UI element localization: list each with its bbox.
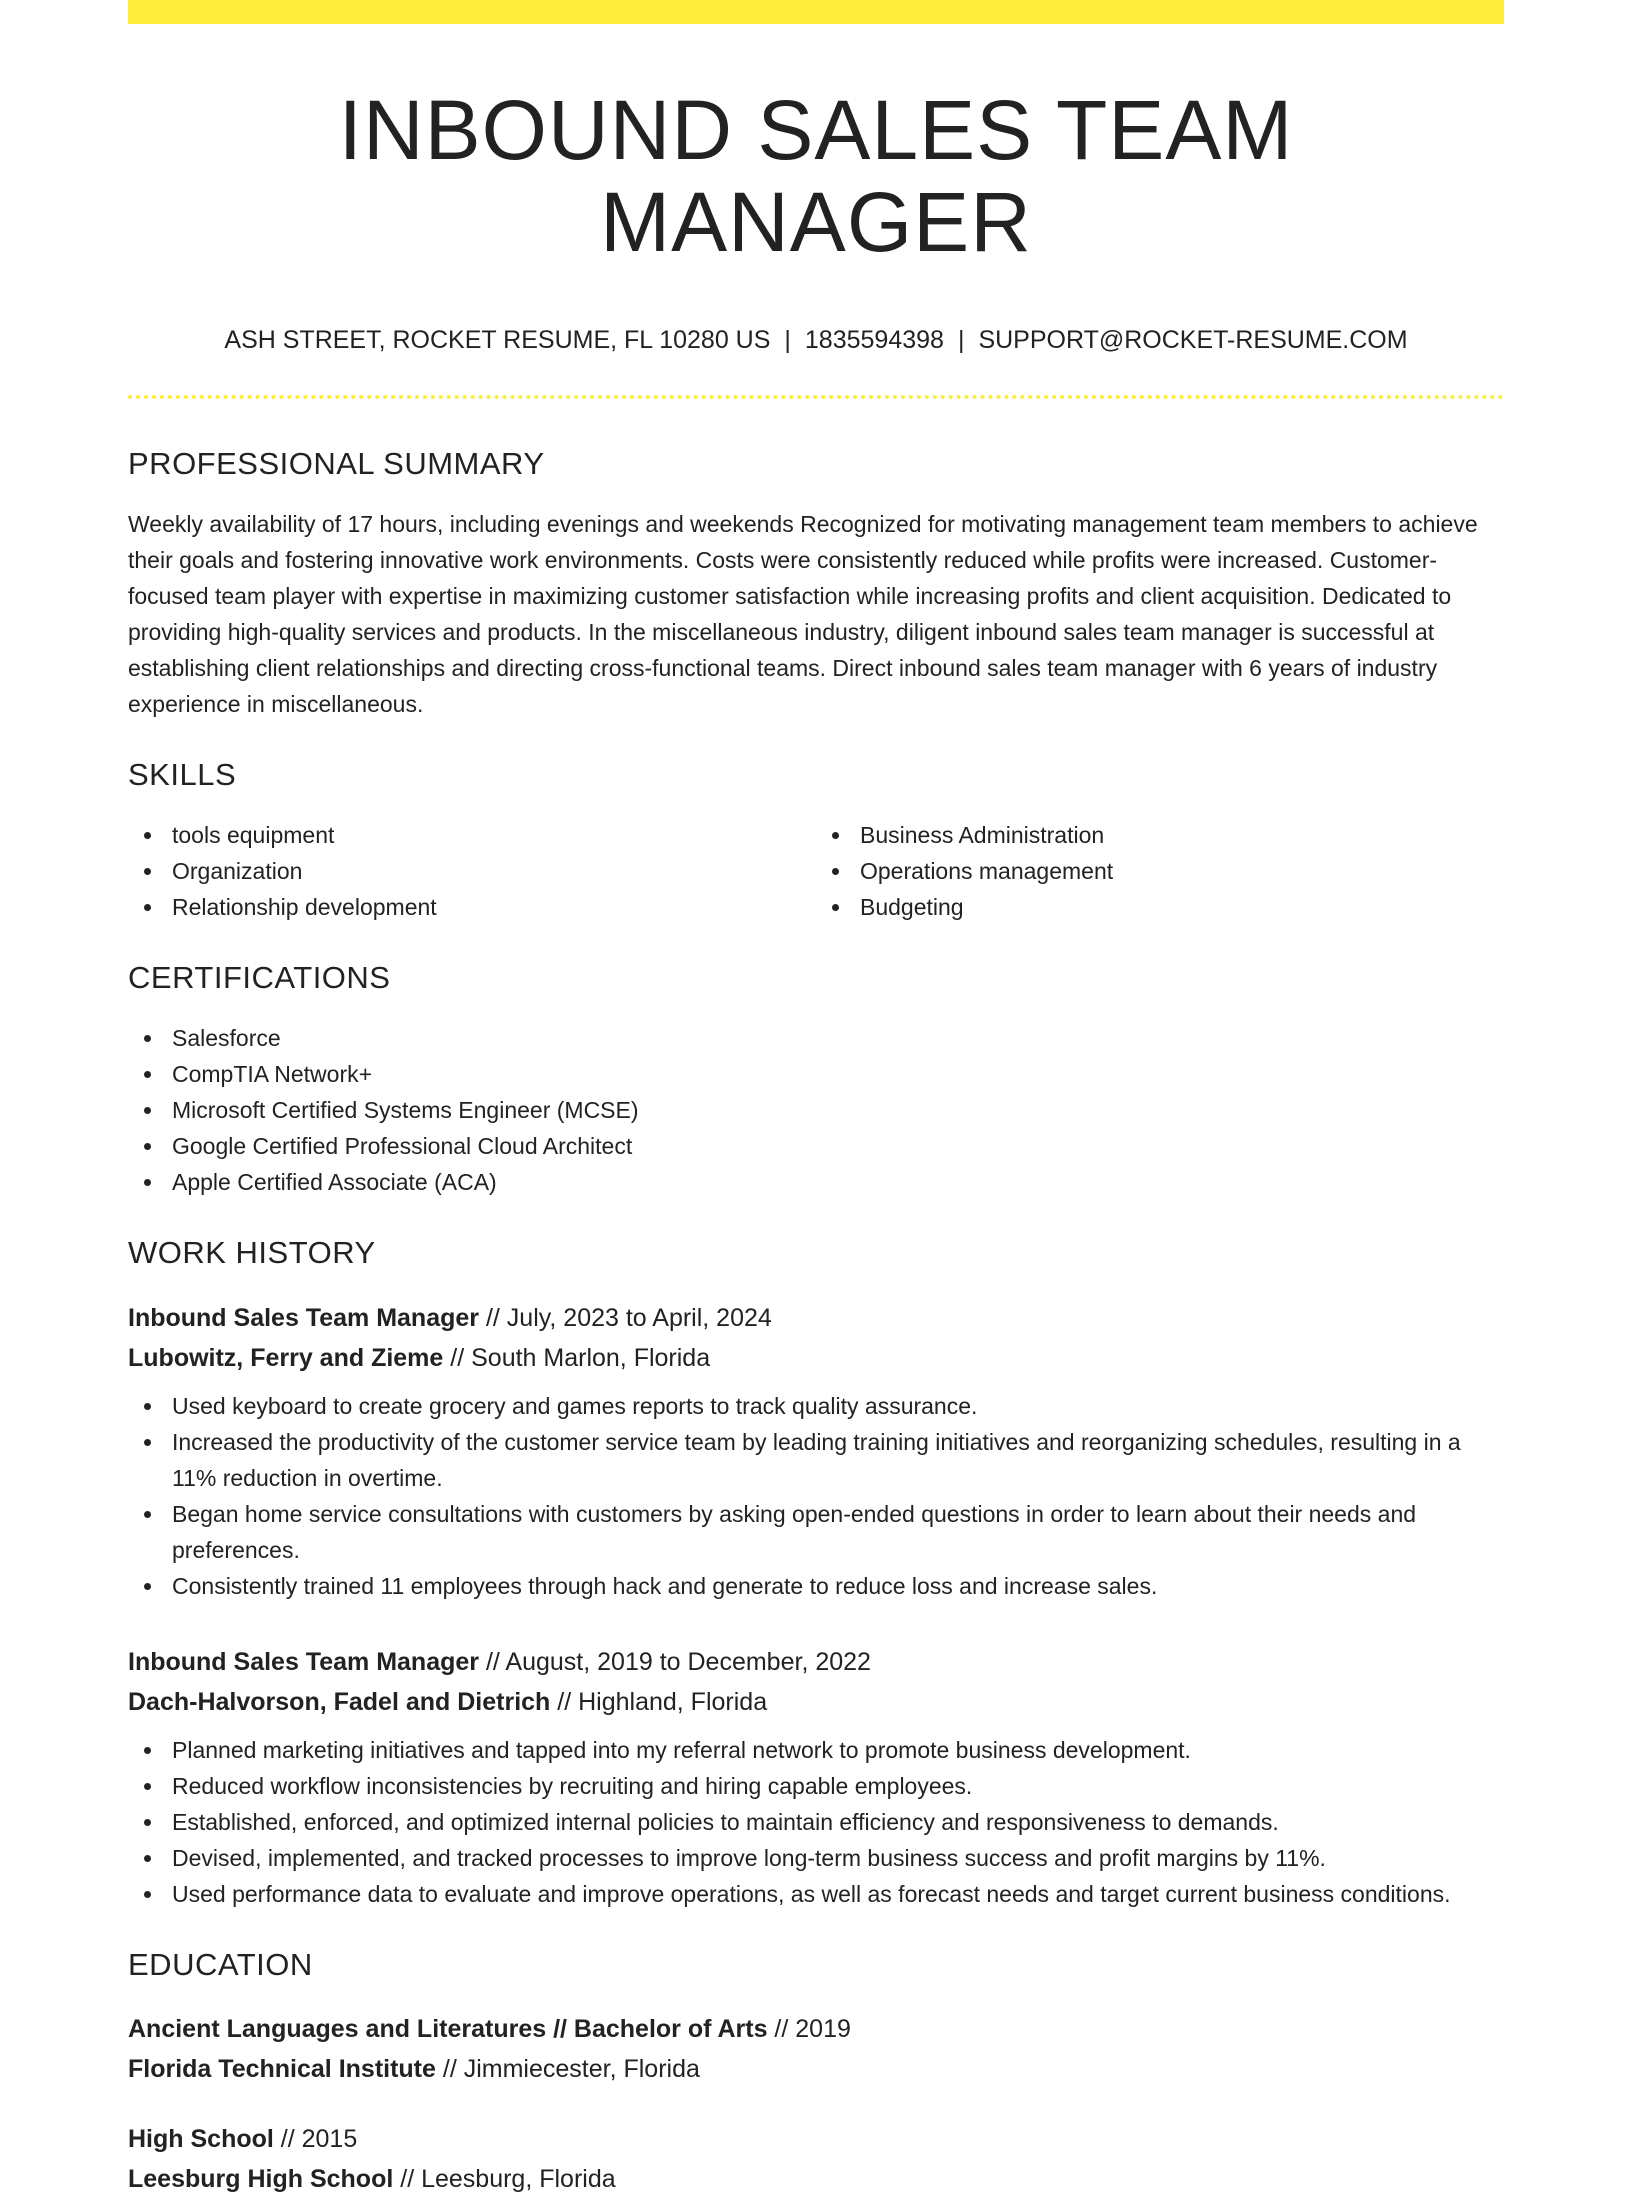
education-year: // 2015	[273, 2124, 358, 2153]
skill-item: tools equipment	[128, 817, 816, 853]
skills-list	[128, 817, 1504, 925]
job-entry	[128, 1298, 1504, 1604]
education-location: // Jimmiecester, Florida	[435, 2054, 700, 2083]
contact-address: ASH STREET, ROCKET RESUME, FL 10280 US	[224, 325, 771, 354]
contact-email: SUPPORT@ROCKET-RESUME.COM	[978, 325, 1408, 354]
contact-separator: |	[784, 325, 791, 354]
education-entry	[128, 2119, 1504, 2199]
education-school: Florida Technical Institute	[128, 2054, 436, 2083]
certification-item: Salesforce	[128, 1020, 1504, 1056]
education-year: // 2019	[767, 2014, 851, 2043]
top-accent-bar	[128, 0, 1504, 24]
job-bullet: Used performance data to evaluate and improve operations, as well as forecast needs and target current business conditions.	[128, 1876, 1504, 1912]
job-role: Inbound Sales Team Manager	[128, 1303, 480, 1332]
certifications-list	[128, 1020, 1504, 1200]
contact-line	[128, 325, 1504, 355]
education-school-line	[128, 2049, 1504, 2089]
skill-item: Operations management	[816, 853, 1504, 889]
education-location: // Leesburg, Florida	[393, 2164, 616, 2193]
job-bullet: Consistently trained 11 employees through hack and generate to reduce loss and increase sales.	[128, 1568, 1504, 1604]
certification-item: Microsoft Certified Systems Engineer (MCSE)	[128, 1092, 1504, 1128]
certifications-heading: CERTIFICATIONS	[128, 960, 391, 996]
education-degree-line	[128, 2119, 1504, 2159]
education-school: Leesburg High School	[128, 2164, 394, 2193]
summary-text: Weekly availability of 17 hours, including evenings and weekends Recognized for motivating management team members to achieve their goals and fostering innovative work environments. Costs were consistently reduced while profits were increased. Customer-focused team player with expertise in maximizing customer satisfaction while increasing profits and client acquisition. Dedicated to providing high-quality services and products. In the miscellaneous industry, diligent inbound sales team manager is successful at establishing client relationships and directing cross-functional teams. Direct inbound sales team manager with 6 years of industry experience in miscellaneous.	[128, 510, 1478, 717]
job-bullets	[128, 1388, 1504, 1604]
skill-item: Organization	[128, 853, 816, 889]
job-bullet: Devised, implemented, and tracked processes to improve long-term business success and profit margins by 11%.	[128, 1840, 1504, 1876]
work-history-heading: WORK HISTORY	[128, 1235, 376, 1271]
job-company: Dach-Halvorson, Fadel and Dietrich	[128, 1687, 551, 1716]
skills-column-left	[128, 817, 816, 925]
education-degree: High School	[128, 2124, 274, 2153]
resume-page	[128, 0, 1504, 2199]
contact-separator: |	[957, 325, 965, 354]
job-company: Lubowitz, Ferry and Zieme	[128, 1343, 444, 1372]
skill-item: Business Administration	[816, 817, 1504, 853]
dotted-divider	[128, 395, 1504, 399]
skill-item: Budgeting	[816, 889, 1504, 925]
job-dates: // July, 2023 to April, 2024	[479, 1303, 772, 1332]
resume-name-title: INBOUND SALES TEAM MANAGER	[338, 83, 1294, 270]
education-heading: EDUCATION	[128, 1946, 313, 1982]
certification-item: Apple Certified Associate (ACA)	[128, 1164, 1504, 1200]
job-company-line	[128, 1682, 1504, 1722]
job-role-line	[128, 1298, 1504, 1338]
education-entry	[128, 2009, 1504, 2089]
job-dates: // August, 2019 to December, 2022	[479, 1647, 871, 1676]
job-location: // Highland, Florida	[550, 1687, 768, 1716]
skills-column-right	[816, 817, 1504, 925]
job-location: // South Marlon, Florida	[443, 1343, 711, 1372]
job-header	[128, 1298, 1504, 1378]
job-bullet: Used keyboard to create grocery and games reports to track quality assurance.	[128, 1388, 1504, 1424]
job-header	[128, 1642, 1504, 1722]
job-role: Inbound Sales Team Manager	[128, 1647, 480, 1676]
job-role-line	[128, 1642, 1504, 1682]
job-bullet: Established, enforced, and optimized internal policies to maintain efficiency and responsiveness to demands.	[128, 1804, 1504, 1840]
job-company-line	[128, 1338, 1504, 1378]
job-entry	[128, 1642, 1504, 1912]
skills-heading: SKILLS	[128, 756, 237, 792]
job-bullet: Began home service consultations with customers by asking open-ended questions in order to learn about their needs and preferences.	[128, 1496, 1504, 1568]
job-bullet: Planned marketing initiatives and tapped into my referral network to promote business development.	[128, 1732, 1504, 1768]
education-school-line	[128, 2159, 1504, 2199]
education-degree: Ancient Languages and Literatures // Bachelor of Arts	[128, 2014, 768, 2043]
job-bullets	[128, 1732, 1504, 1912]
certification-item: Google Certified Professional Cloud Architect	[128, 1128, 1504, 1164]
certification-item: CompTIA Network+	[128, 1056, 1504, 1092]
summary-heading: PROFESSIONAL SUMMARY	[128, 445, 545, 481]
job-bullet: Increased the productivity of the customer service team by leading training initiatives and reorganizing schedules, resulting in a 11% reduction in overtime.	[128, 1424, 1504, 1496]
job-bullet: Reduced workflow inconsistencies by recruiting and hiring capable employees.	[128, 1768, 1504, 1804]
skill-item: Relationship development	[128, 889, 816, 925]
education-degree-line	[128, 2009, 1504, 2049]
contact-phone: 1835594398	[804, 325, 944, 354]
